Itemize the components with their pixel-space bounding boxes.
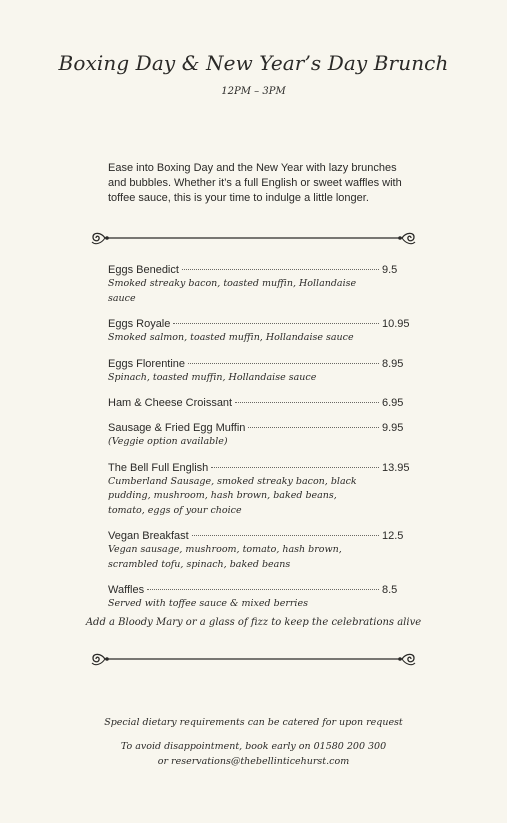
menu-item-description: (Veggie option available) (108, 436, 228, 447)
menu-item-price: 9.5 (382, 264, 398, 276)
dot-leader (182, 269, 379, 270)
menu-item (108, 529, 408, 572)
ornamental-divider-icon (89, 230, 418, 246)
dot-leader (248, 427, 379, 428)
page-title: Boxing Day & New Year’s Day Brunch (58, 51, 449, 75)
addon-note: Add a Bloody Mary or a glass of fizz to keep the celebrations alive (85, 617, 422, 628)
menu-item-description: Served with toffee sauce & mixed berries (108, 598, 308, 609)
menu-item-price: 10.95 (382, 318, 410, 330)
menu-item (108, 396, 408, 410)
dot-leader (147, 589, 379, 590)
menu-item-price: 13.95 (382, 461, 410, 474)
menu-item-name: Waffles (108, 584, 145, 596)
menu-item-description: Cumberland Sausage, smoked streaky bacon, black pudding, mushroom, hash brown, baked beans, tomato, eggs of your choice (108, 475, 357, 516)
booking-email: or reservations@thebellinticehurst.com (157, 756, 350, 767)
menu-item (108, 461, 408, 519)
booking-phone: To avoid disappointment, book early on 01580 200 300 (120, 741, 387, 752)
menu-item-price: 9.95 (382, 422, 404, 434)
intro-text: Ease into Boxing Day and the New Year with lazy brunches and bubbles. Whether it’s a full English or sweet waffles with toffee sauce, this is your time to indulge a little longer. (108, 162, 402, 204)
menu-item-description: Smoked streaky bacon, toasted muffin, Hollandaise sauce (108, 278, 357, 304)
menu-item (108, 357, 408, 386)
menu-item-description: Smoked salmon, toasted muffin, Hollandaise sauce (108, 332, 354, 343)
dietary-note: Special dietary requirements can be catered for upon request (104, 717, 403, 728)
menu-item-price: 8.95 (382, 357, 404, 370)
menu-item-description: Spinach, toasted muffin, Hollandaise sauce (108, 371, 317, 383)
menu-item-price: 8.5 (382, 584, 398, 596)
menu-list (108, 263, 408, 623)
menu-item-name: Eggs Royale (108, 318, 171, 330)
menu-item (108, 421, 408, 450)
dot-leader (173, 323, 379, 324)
menu-item (108, 263, 408, 306)
menu-item-name: Eggs Benedict (108, 264, 179, 276)
menu-item (108, 317, 408, 346)
menu-item-description: Vegan sausage, mushroom, tomato, hash brown, scrambled tofu, spinach, baked beans (108, 544, 342, 570)
dot-leader (192, 535, 379, 536)
menu-item-name: Vegan Breakfast (108, 530, 189, 542)
menu-item-name: Ham & Cheese Croissant (108, 397, 233, 409)
dot-leader (235, 402, 379, 403)
menu-item-name: The Bell Full English (108, 461, 209, 474)
dot-leader (188, 363, 379, 364)
ornamental-divider-icon (89, 651, 418, 667)
menu-item-price: 6.95 (382, 397, 404, 409)
menu-item-price: 12.5 (382, 530, 404, 542)
opening-hours: 12PM – 3PM (221, 86, 286, 97)
menu-item-name: Sausage & Fried Egg Muffin (108, 422, 246, 434)
dot-leader (211, 467, 379, 468)
menu-item-name: Eggs Florentine (108, 357, 186, 370)
menu-item (108, 583, 408, 612)
